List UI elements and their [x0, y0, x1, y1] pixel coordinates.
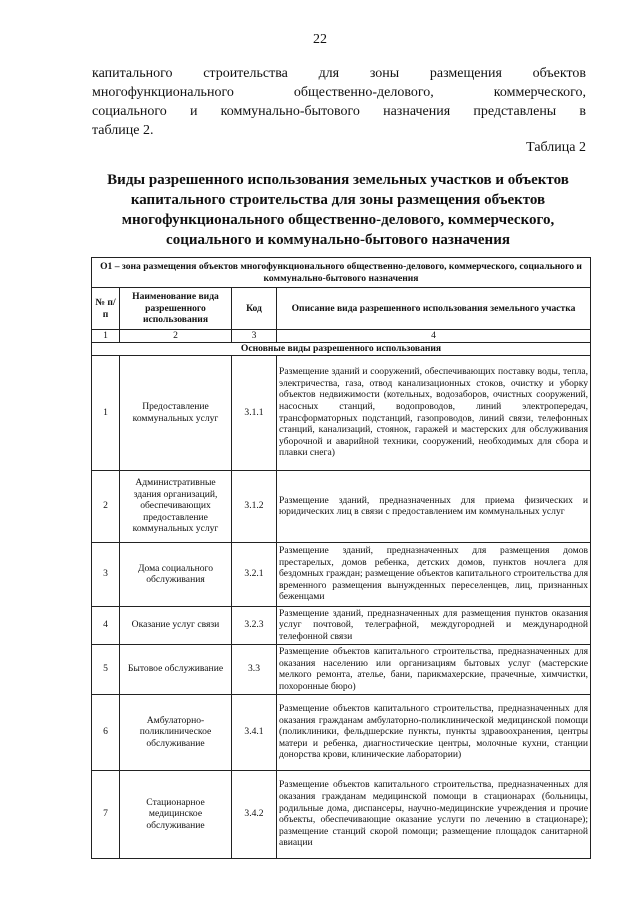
zone-header-row — [92, 258, 591, 288]
column-number-row — [92, 330, 591, 343]
row-num: 5 — [92, 644, 120, 694]
column-number: 1 — [92, 330, 120, 343]
row-desc: Размещение объектов капитального строительства, предназначенных для оказания гражданам амбулаторно-поликлинической медицинской помощи (поликлиники, фельдшерские пункты, пункты здравоохранения, центры матери и ребенка, диагностические центры, молочные кухни, станции донорства крови, клинические лаборатории) — [277, 694, 591, 770]
row-code: 3.4.1 — [232, 694, 277, 770]
row-desc: Размещение зданий, предназначенных для размещения домов престарелых, домов ребенка, детских домов, пунктов ночлега для бездомных граждан; размещение объектов капитального строительства для временного размещения вынужденных переселенцев, лиц, признанных беженцами — [277, 542, 591, 606]
intro-line: многофункционального общественно-делового, коммерческого, — [92, 85, 586, 100]
page-number: 22 — [313, 32, 327, 47]
header-code: Код — [232, 288, 277, 330]
table-row — [92, 470, 591, 542]
table-row — [92, 694, 591, 770]
row-code: 3.2.3 — [232, 606, 277, 644]
column-header-row — [92, 288, 591, 330]
table-label: Таблица 2 — [526, 140, 586, 155]
header-num: № п/п — [92, 288, 120, 330]
row-code: 3.3 — [232, 644, 277, 694]
table-row — [92, 644, 591, 694]
row-desc: Размещение зданий, предназначенных для приема физических и юридических лиц в связи с предоставлением им коммунальных услуг — [277, 470, 591, 542]
row-code: 3.2.1 — [232, 542, 277, 606]
permitted-use-table — [91, 257, 591, 859]
intro-line: таблице 2. — [92, 123, 154, 138]
column-number: 4 — [277, 330, 591, 343]
row-desc: Размещение объектов капитального строительства, предназначенных для оказания гражданам медицинской помощи в стационарах (больницы, родильные дома, диспансеры, научно-медицинские учреждения и прочие объекты, обеспечивающие оказание услуги по лечению в стационаре); размещение станций скорой помощи; размещение площадок санитарной авиации — [277, 770, 591, 858]
header-name: Наименование вида разрешенного использования — [120, 288, 232, 330]
intro-line: капитального строительства для зоны размещения объектов — [92, 66, 586, 81]
row-code: 3.1.2 — [232, 470, 277, 542]
row-code: 3.4.2 — [232, 770, 277, 858]
row-name: Предоставление коммунальных услуг — [120, 355, 232, 470]
intro-paragraph — [92, 64, 586, 140]
row-desc: Размещение зданий и сооружений, обеспечивающих поставку воды, тепла, электричества, газа, отвод канализационных стоков, очистку и уборку объектов недвижимости (котельных, водозаборов, очистных сооружений, насосных станций, водопроводов, линий электропередач, трансформаторных подстанций, газопроводов, линий связи, телефонных станций, канализаций, стоянок, гаражей и мастерских для обслуживания уборочной и аварийной техники, сооружений, необходимых для сбора и плавки снега) — [277, 355, 591, 470]
table-row — [92, 606, 591, 644]
table-row — [92, 770, 591, 858]
row-name: Оказание услуг связи — [120, 606, 232, 644]
row-num: 3 — [92, 542, 120, 606]
section-row — [92, 343, 591, 356]
title-line: капитального строительства для зоны размещения объектов — [130, 192, 546, 208]
row-desc: Размещение зданий, предназначенных для размещения пунктов оказания услуг почтовой, телеграфной, междугородней и международной телефонной связи — [277, 606, 591, 644]
title-line: социального и коммунально-бытового назначения — [166, 232, 510, 248]
row-num: 4 — [92, 606, 120, 644]
row-num: 2 — [92, 470, 120, 542]
table-row — [92, 355, 591, 470]
intro-line: социального и коммунально-бытового назначения представлены в — [92, 104, 586, 119]
table-title — [82, 170, 594, 250]
row-name: Дома социального обслуживания — [120, 542, 232, 606]
zone-header: О1 – зона размещения объектов многофункционального общественно-делового, коммерческого, социального и коммунально-бытового назначения — [92, 258, 591, 288]
row-name: Бытовое обслуживание — [120, 644, 232, 694]
column-number: 3 — [232, 330, 277, 343]
row-desc: Размещение объектов капитального строительства, предназначенных для оказания населению или организациям бытовых услуг (мастерские мелкого ремонта, ателье, бани, парикмахерские, прачечные, химчистки, похоронные бюро) — [277, 644, 591, 694]
row-num: 7 — [92, 770, 120, 858]
row-num: 6 — [92, 694, 120, 770]
row-num: 1 — [92, 355, 120, 470]
section-title: Основные виды разрешенного использования — [92, 343, 591, 356]
column-number: 2 — [120, 330, 232, 343]
row-name: Амбулаторно-поликлиническое обслуживание — [120, 694, 232, 770]
table-row — [92, 542, 591, 606]
row-code: 3.1.1 — [232, 355, 277, 470]
header-desc: Описание вида разрешенного использования земельного участка — [277, 288, 591, 330]
title-line: многофункционального общественно-делового, коммерческого, — [121, 212, 555, 228]
row-name: Стационарное медицинское обслуживание — [120, 770, 232, 858]
row-name: Административные здания организаций, обеспечивающих предоставление коммунальных услуг — [120, 470, 232, 542]
title-line: Виды разрешенного использования земельных участков и объектов — [107, 172, 569, 188]
